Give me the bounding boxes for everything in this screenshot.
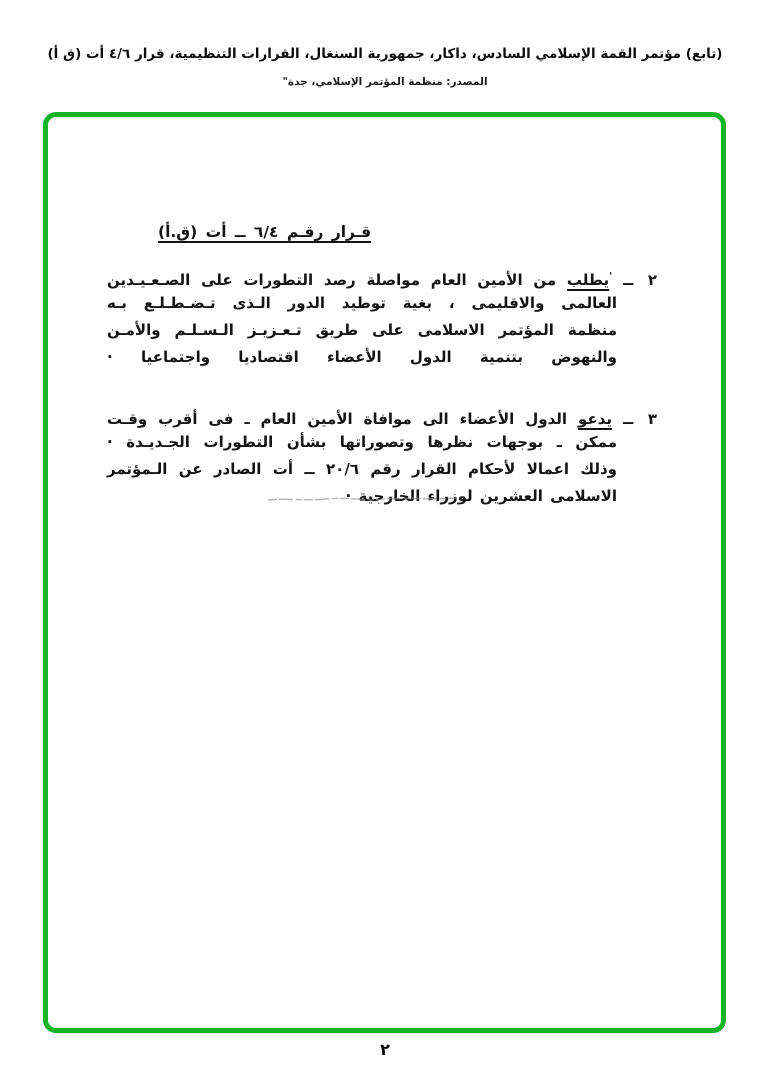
resolution-body — [107, 263, 657, 510]
paragraph-line — [107, 402, 657, 429]
keyword-underlined: يطلب — [566, 271, 610, 289]
scribble-line — [266, 494, 458, 504]
paragraph-line: منظمة المؤتمر الاسلامى على طريق تـعـزيـز الـسـلـم والأمـن — [107, 321, 617, 339]
paragraph-item-2 — [107, 263, 657, 371]
paragraph-line: ممكن ـ بوجهات نظرها وتصوراتها بشأن التطورات الجـديـدة · — [107, 433, 617, 451]
paragraph-line — [107, 263, 657, 290]
archive-header-source: المصدر: منظمة المؤتمر الإسلامي، جدة" — [282, 76, 488, 88]
green-scan-frame — [43, 112, 726, 1033]
paragraph-line: وذلك اعمالا لأحكام القرار رقم ٢٠/٦ ــ أت الصادر عن الـمؤتمر — [107, 460, 617, 478]
line-text: الدول الأعضاء الى موافاة الأمين العام ـ فى أقرب وقـت — [107, 410, 568, 428]
paragraph-line: العالمى والاقليمى ، بغية توطيد الدور الـذى تـضـطـلـع بـه — [107, 294, 617, 312]
line-text: من الأمين العام مواصلة رصد التطورات على الصـعـيـدين — [107, 271, 557, 289]
lead-mark: ' — [609, 271, 613, 282]
page-number: ٢ — [380, 1040, 390, 1059]
keyword-underlined: يدعو — [578, 410, 612, 428]
paragraph-line: والنهوض بتنمية الدول الأعضاء اقتصاديا واجتماعيا · — [107, 348, 617, 366]
archive-header-title: (تابع) مؤتمر القمة الإسلامي السادس، داكار، جمهورية السنغال، القرارات التنظيمية، قرار ٤/٦ أت (ق أ) — [47, 46, 723, 62]
item-number: ٣ ــ — [622, 410, 657, 428]
item-number: ٢ ــ — [623, 271, 657, 289]
resolution-title: قـرار رقـم ٦/٤ ــ أت (ق.أ) — [158, 223, 372, 241]
paragraph-line: الاسلامى العشرين لوزراء الخارجية · — [345, 487, 617, 505]
